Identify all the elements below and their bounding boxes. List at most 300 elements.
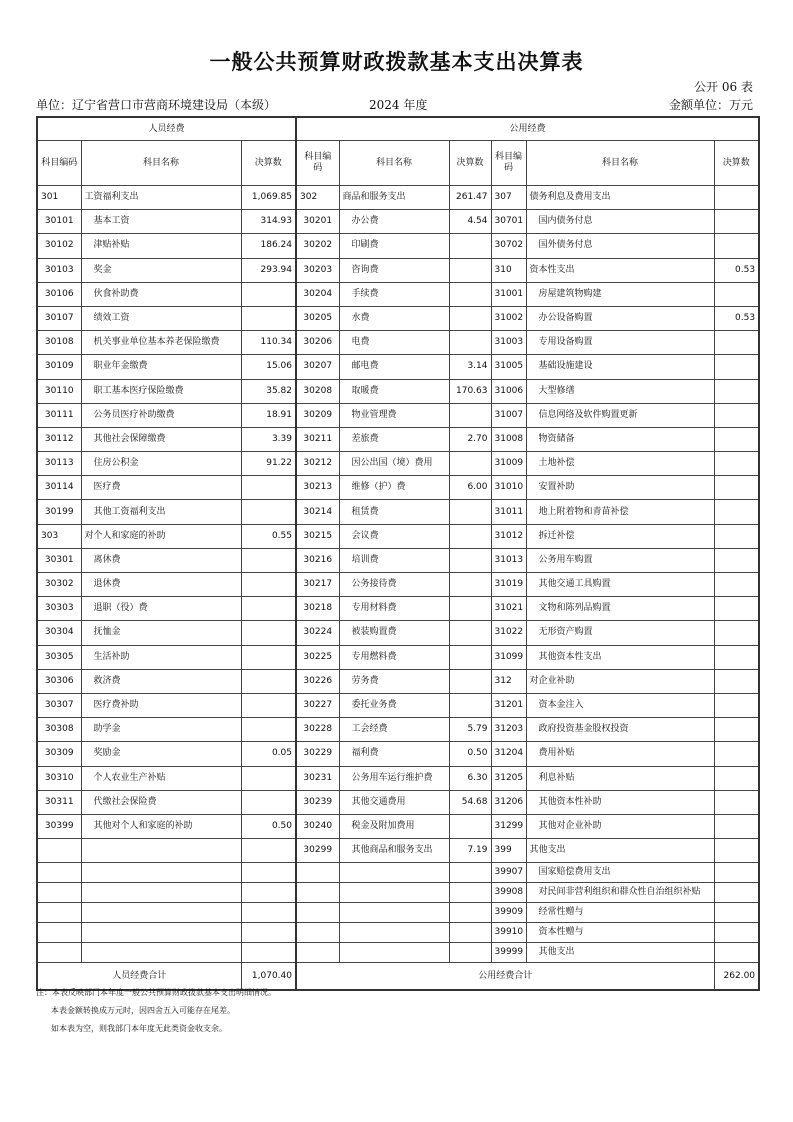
amount-unit: 金额单位：万元 [668, 98, 753, 112]
capital-amount-cell [714, 500, 759, 524]
table-row [37, 742, 759, 766]
public-amount-cell [449, 524, 491, 548]
personnel-code-cell: 30199 [37, 500, 81, 524]
capital-code-cell: 31006 [491, 379, 526, 403]
public-code-cell: 30225 [296, 645, 339, 669]
capital-code-cell: 30701 [491, 210, 526, 234]
personnel-code-cell: 303 [37, 524, 81, 548]
personnel-amount-cell: 0.55 [241, 524, 296, 548]
personnel-amount-cell [241, 839, 296, 863]
capital-code-cell: 31007 [491, 403, 526, 427]
col-header-code: 科目编码 [491, 141, 526, 186]
public-amount-cell: 261.47 [449, 186, 491, 210]
public-name-cell: 公务接待费 [339, 573, 449, 597]
public-amount-cell [449, 234, 491, 258]
personnel-name-cell [81, 863, 241, 883]
public-amount-cell [449, 863, 491, 883]
capital-code-cell: 31012 [491, 524, 526, 548]
public-code-cell [296, 863, 339, 883]
capital-code-cell: 31009 [491, 452, 526, 476]
public-code-cell: 30240 [296, 814, 339, 838]
public-amount-cell [449, 943, 491, 963]
capital-name-cell: 经常性赠与 [526, 903, 714, 923]
capital-name-cell: 文物和陈列品购置 [526, 597, 714, 621]
personnel-code-cell: 30305 [37, 645, 81, 669]
personnel-amount-cell [241, 718, 296, 742]
capital-name-cell: 其他交通工具购置 [526, 573, 714, 597]
capital-code-cell: 307 [491, 186, 526, 210]
personnel-name-cell: 职业年金缴费 [81, 355, 241, 379]
capital-code-cell: 31008 [491, 427, 526, 451]
personnel-code-cell [37, 923, 81, 943]
personnel-code-cell [37, 883, 81, 903]
notes [36, 984, 276, 1038]
table-row [37, 258, 759, 282]
public-amount-cell [449, 573, 491, 597]
note-line: 如本表为空，则我部门本年度无此类资金收支余。 [51, 1024, 227, 1033]
capital-amount-cell [714, 943, 759, 963]
personnel-amount-cell [241, 863, 296, 883]
public-amount-cell [449, 452, 491, 476]
public-code-cell: 30217 [296, 573, 339, 597]
public-amount-cell [449, 883, 491, 903]
personnel-name-cell: 医疗费 [81, 476, 241, 500]
col-header-amount: 决算数 [241, 141, 296, 186]
public-code-cell: 30218 [296, 597, 339, 621]
personnel-name-cell: 医疗费补助 [81, 693, 241, 717]
capital-amount-cell [714, 234, 759, 258]
capital-amount-cell [714, 790, 759, 814]
personnel-code-cell: 30101 [37, 210, 81, 234]
table-row [37, 943, 759, 963]
table-row [37, 923, 759, 943]
public-name-cell: 专用燃料费 [339, 645, 449, 669]
table-row [37, 379, 759, 403]
capital-amount-cell [714, 597, 759, 621]
capital-name-cell: 对民间非营利组织和群众性自治组织补贴 [526, 883, 714, 903]
capital-amount-cell [714, 452, 759, 476]
public-code-cell: 30209 [296, 403, 339, 427]
capital-amount-cell [714, 621, 759, 645]
capital-amount-cell [714, 403, 759, 427]
public-name-cell: 邮电费 [339, 355, 449, 379]
public-name-cell: 维修（护）费 [339, 476, 449, 500]
personnel-code-cell: 30111 [37, 403, 81, 427]
capital-amount-cell [714, 548, 759, 572]
capital-code-cell: 31021 [491, 597, 526, 621]
table-row [37, 863, 759, 883]
personnel-name-cell: 津贴补贴 [81, 234, 241, 258]
public-name-cell: 租赁费 [339, 500, 449, 524]
capital-name-cell: 国家赔偿费用支出 [526, 863, 714, 883]
public-amount-cell [449, 306, 491, 330]
personnel-name-cell: 职工基本医疗保险缴费 [81, 379, 241, 403]
personnel-code-cell: 30307 [37, 693, 81, 717]
personnel-name-cell: 基本工资 [81, 210, 241, 234]
public-code-cell: 30213 [296, 476, 339, 500]
public-code-cell [296, 883, 339, 903]
public-amount-cell [449, 645, 491, 669]
capital-name-cell: 物资储备 [526, 427, 714, 451]
capital-code-cell: 31205 [491, 766, 526, 790]
public-amount-cell [449, 258, 491, 282]
personnel-name-cell: 抚恤金 [81, 621, 241, 645]
capital-code-cell: 39909 [491, 903, 526, 923]
public-code-cell: 30201 [296, 210, 339, 234]
capital-amount-cell [714, 839, 759, 863]
capital-code-cell: 39907 [491, 863, 526, 883]
personnel-amount-cell: 15.06 [241, 355, 296, 379]
public-amount-cell [449, 669, 491, 693]
personnel-code-cell [37, 903, 81, 923]
personnel-name-cell: 生活补助 [81, 645, 241, 669]
public-name-cell [339, 863, 449, 883]
capital-amount-cell [714, 355, 759, 379]
public-name-cell: 专用材料费 [339, 597, 449, 621]
table-row [37, 500, 759, 524]
public-code-cell: 30212 [296, 452, 339, 476]
public-amount-cell [449, 923, 491, 943]
public-code-cell: 30204 [296, 282, 339, 306]
public-name-cell [339, 903, 449, 923]
capital-name-cell: 资本金注入 [526, 693, 714, 717]
public-name-cell: 商品和服务支出 [339, 186, 449, 210]
public-amount-cell: 6.30 [449, 766, 491, 790]
public-code-cell: 30227 [296, 693, 339, 717]
personnel-code-cell: 30301 [37, 548, 81, 572]
capital-name-cell: 其他资本性支出 [526, 645, 714, 669]
public-name-cell: 其他交通费用 [339, 790, 449, 814]
public-name-cell: 电费 [339, 331, 449, 355]
capital-amount-cell: 0.53 [714, 258, 759, 282]
personnel-name-cell: 救济费 [81, 669, 241, 693]
public-amount-cell: 0.50 [449, 742, 491, 766]
personnel-amount-cell [241, 766, 296, 790]
personnel-code-cell: 30311 [37, 790, 81, 814]
personnel-code-cell: 30112 [37, 427, 81, 451]
table-row [37, 476, 759, 500]
reporting-unit: 单位：辽宁省营口市营商环境建设局（本级） [36, 98, 277, 112]
col-header-code: 科目编码 [37, 141, 81, 186]
public-name-cell: 因公出国（境）费用 [339, 452, 449, 476]
table-row [37, 790, 759, 814]
personnel-code-cell: 30309 [37, 742, 81, 766]
capital-code-cell: 31299 [491, 814, 526, 838]
public-amount-cell [449, 621, 491, 645]
public-name-cell [339, 883, 449, 903]
personnel-amount-cell [241, 548, 296, 572]
public-name-cell: 福利费 [339, 742, 449, 766]
public-total-value: 262.00 [714, 963, 759, 991]
table-row [37, 645, 759, 669]
capital-name-cell: 专用设备购置 [526, 331, 714, 355]
personnel-amount-cell [241, 621, 296, 645]
table-row [37, 839, 759, 863]
public-amount-cell [449, 403, 491, 427]
public-name-cell: 差旅费 [339, 427, 449, 451]
col-header-name: 科目名称 [526, 141, 714, 186]
public-name-cell [339, 943, 449, 963]
public-code-cell [296, 923, 339, 943]
col-header-code: 科目编码 [296, 141, 339, 186]
personnel-amount-cell [241, 597, 296, 621]
public-code-cell: 30226 [296, 669, 339, 693]
capital-name-cell: 信息网络及软件购置更新 [526, 403, 714, 427]
capital-amount-cell [714, 814, 759, 838]
public-code-cell: 30229 [296, 742, 339, 766]
capital-code-cell: 30702 [491, 234, 526, 258]
col-header-name: 科目名称 [339, 141, 449, 186]
column-header-row [37, 141, 759, 186]
personnel-code-cell: 30306 [37, 669, 81, 693]
expenditure-table [36, 116, 760, 991]
capital-amount-cell [714, 476, 759, 500]
capital-name-cell: 基础设施建设 [526, 355, 714, 379]
public-amount-cell [449, 597, 491, 621]
personnel-amount-cell: 314.93 [241, 210, 296, 234]
public-code-cell: 30208 [296, 379, 339, 403]
capital-amount-cell [714, 766, 759, 790]
public-code-cell: 30203 [296, 258, 339, 282]
public-code-cell: 30231 [296, 766, 339, 790]
public-name-cell: 印刷费 [339, 234, 449, 258]
capital-name-cell: 国内债务付息 [526, 210, 714, 234]
personnel-code-cell: 30302 [37, 573, 81, 597]
capital-code-cell: 39999 [491, 943, 526, 963]
public-amount-cell [449, 282, 491, 306]
capital-name-cell: 无形资产购置 [526, 621, 714, 645]
table-row [37, 718, 759, 742]
personnel-code-cell: 30399 [37, 814, 81, 838]
public-amount-cell: 4.54 [449, 210, 491, 234]
personnel-code-cell [37, 863, 81, 883]
capital-name-cell: 利息补贴 [526, 766, 714, 790]
public-name-cell: 被装购置费 [339, 621, 449, 645]
personnel-group-header: 人员经费 [37, 117, 296, 141]
personnel-amount-cell [241, 500, 296, 524]
public-group-header: 公用经费 [296, 117, 759, 141]
capital-code-cell: 39908 [491, 883, 526, 903]
personnel-amount-cell [241, 923, 296, 943]
table-row [37, 306, 759, 330]
public-amount-cell: 3.14 [449, 355, 491, 379]
note-line: 本表金额转换成万元时，因四舍五入可能存在尾差。 [51, 1006, 235, 1015]
public-code-cell: 30202 [296, 234, 339, 258]
personnel-code-cell: 30109 [37, 355, 81, 379]
table-row [37, 883, 759, 903]
capital-name-cell: 资本性支出 [526, 258, 714, 282]
table-row [37, 903, 759, 923]
capital-amount-cell [714, 669, 759, 693]
personnel-amount-cell: 293.94 [241, 258, 296, 282]
capital-amount-cell [714, 903, 759, 923]
table-row [37, 355, 759, 379]
capital-amount-cell [714, 883, 759, 903]
capital-amount-cell [714, 379, 759, 403]
form-number: 公开 06 表 [694, 80, 753, 94]
personnel-code-cell: 30110 [37, 379, 81, 403]
capital-amount-cell [714, 427, 759, 451]
personnel-amount-cell [241, 943, 296, 963]
personnel-name-cell: 对个人和家庭的补助 [81, 524, 241, 548]
personnel-name-cell: 机关事业单位基本养老保险缴费 [81, 331, 241, 355]
personnel-amount-cell: 1,069.85 [241, 186, 296, 210]
public-name-cell: 培训费 [339, 548, 449, 572]
personnel-name-cell: 个人农业生产补贴 [81, 766, 241, 790]
public-name-cell: 税金及附加费用 [339, 814, 449, 838]
capital-name-cell: 公务用车购置 [526, 548, 714, 572]
capital-name-cell: 债务利息及费用支出 [526, 186, 714, 210]
personnel-amount-cell [241, 476, 296, 500]
personnel-code-cell: 30113 [37, 452, 81, 476]
capital-code-cell: 39910 [491, 923, 526, 943]
capital-code-cell: 31001 [491, 282, 526, 306]
personnel-amount-cell [241, 903, 296, 923]
public-amount-cell: 54.68 [449, 790, 491, 814]
table-row [37, 452, 759, 476]
capital-name-cell: 费用补贴 [526, 742, 714, 766]
personnel-name-cell: 住房公积金 [81, 452, 241, 476]
capital-code-cell: 31022 [491, 621, 526, 645]
personnel-name-cell [81, 883, 241, 903]
capital-code-cell: 31010 [491, 476, 526, 500]
personnel-name-cell: 奖励金 [81, 742, 241, 766]
table-row [37, 621, 759, 645]
public-total-label: 公用经费合计 [296, 963, 714, 991]
capital-amount-cell [714, 210, 759, 234]
table-row [37, 524, 759, 548]
personnel-total-label: 人员经费合计 [37, 963, 241, 991]
personnel-name-cell: 代缴社会保险费 [81, 790, 241, 814]
table-row [37, 548, 759, 572]
personnel-code-cell: 30114 [37, 476, 81, 500]
capital-amount-cell [714, 923, 759, 943]
public-name-cell: 物业管理费 [339, 403, 449, 427]
personnel-amount-cell [241, 573, 296, 597]
public-name-cell: 劳务费 [339, 669, 449, 693]
personnel-code-cell: 30303 [37, 597, 81, 621]
personnel-name-cell [81, 839, 241, 863]
capital-code-cell: 31201 [491, 693, 526, 717]
personnel-amount-cell: 0.50 [241, 814, 296, 838]
personnel-amount-cell: 35.82 [241, 379, 296, 403]
table-row [37, 234, 759, 258]
personnel-amount-cell: 0.05 [241, 742, 296, 766]
personnel-name-cell: 助学金 [81, 718, 241, 742]
public-code-cell: 30215 [296, 524, 339, 548]
public-name-cell: 手续费 [339, 282, 449, 306]
personnel-code-cell [37, 839, 81, 863]
capital-name-cell: 土地补偿 [526, 452, 714, 476]
capital-amount-cell [714, 186, 759, 210]
personnel-code-cell: 30102 [37, 234, 81, 258]
personnel-name-cell: 其他工资福利支出 [81, 500, 241, 524]
page-title: 一般公共预算财政拨款基本支出决算表 [209, 49, 584, 74]
capital-code-cell: 31206 [491, 790, 526, 814]
public-code-cell: 30299 [296, 839, 339, 863]
public-code-cell [296, 943, 339, 963]
personnel-code-cell: 30108 [37, 331, 81, 355]
public-code-cell: 30224 [296, 621, 339, 645]
personnel-code-cell: 30308 [37, 718, 81, 742]
personnel-amount-cell [241, 883, 296, 903]
public-name-cell [339, 923, 449, 943]
capital-code-cell: 399 [491, 839, 526, 863]
personnel-name-cell: 绩效工资 [81, 306, 241, 330]
table-row [37, 669, 759, 693]
personnel-name-cell [81, 943, 241, 963]
col-header-name: 科目名称 [81, 141, 241, 186]
personnel-amount-cell: 3.39 [241, 427, 296, 451]
capital-name-cell: 安置补助 [526, 476, 714, 500]
personnel-name-cell [81, 923, 241, 943]
col-header-amount: 决算数 [449, 141, 491, 186]
capital-name-cell: 国外债务付息 [526, 234, 714, 258]
personnel-name-cell: 奖金 [81, 258, 241, 282]
table-row [37, 186, 759, 210]
personnel-code-cell: 30106 [37, 282, 81, 306]
capital-code-cell: 31099 [491, 645, 526, 669]
note-line: 注：本表反映部门本年度一般公共预算财政拨款基本支出明细情况。 [36, 988, 276, 997]
capital-code-cell: 310 [491, 258, 526, 282]
report-year: 2024 年度 [369, 98, 428, 112]
capital-code-cell: 31011 [491, 500, 526, 524]
capital-code-cell: 31002 [491, 306, 526, 330]
table-row [37, 693, 759, 717]
table-row [37, 814, 759, 838]
public-name-cell: 会议费 [339, 524, 449, 548]
public-code-cell: 30214 [296, 500, 339, 524]
public-name-cell: 水费 [339, 306, 449, 330]
public-amount-cell [449, 500, 491, 524]
personnel-amount-cell [241, 306, 296, 330]
col-header-amount: 决算数 [714, 141, 759, 186]
personnel-name-cell: 退职（役）费 [81, 597, 241, 621]
personnel-code-cell: 30310 [37, 766, 81, 790]
personnel-amount-cell [241, 282, 296, 306]
capital-code-cell: 31204 [491, 742, 526, 766]
public-code-cell [296, 903, 339, 923]
personnel-total-value: 1,070.40 [241, 963, 296, 991]
public-amount-cell: 6.00 [449, 476, 491, 500]
capital-name-cell: 拆迁补偿 [526, 524, 714, 548]
capital-amount-cell [714, 282, 759, 306]
public-name-cell: 办公费 [339, 210, 449, 234]
personnel-amount-cell: 18.91 [241, 403, 296, 427]
personnel-name-cell: 退休费 [81, 573, 241, 597]
personnel-name-cell: 公务员医疗补助缴费 [81, 403, 241, 427]
public-code-cell: 30211 [296, 427, 339, 451]
table-row [37, 427, 759, 451]
capital-code-cell: 31203 [491, 718, 526, 742]
personnel-code-cell: 30107 [37, 306, 81, 330]
personnel-code-cell: 301 [37, 186, 81, 210]
capital-amount-cell [714, 524, 759, 548]
capital-code-cell: 31019 [491, 573, 526, 597]
personnel-amount-cell [241, 693, 296, 717]
capital-name-cell: 其他对企业补助 [526, 814, 714, 838]
capital-code-cell: 312 [491, 669, 526, 693]
capital-amount-cell [714, 645, 759, 669]
personnel-code-cell [37, 943, 81, 963]
public-code-cell: 302 [296, 186, 339, 210]
personnel-amount-cell: 186.24 [241, 234, 296, 258]
capital-amount-cell [714, 331, 759, 355]
personnel-name-cell: 工资福利支出 [81, 186, 241, 210]
public-amount-cell [449, 903, 491, 923]
capital-code-cell: 31003 [491, 331, 526, 355]
public-code-cell: 30228 [296, 718, 339, 742]
